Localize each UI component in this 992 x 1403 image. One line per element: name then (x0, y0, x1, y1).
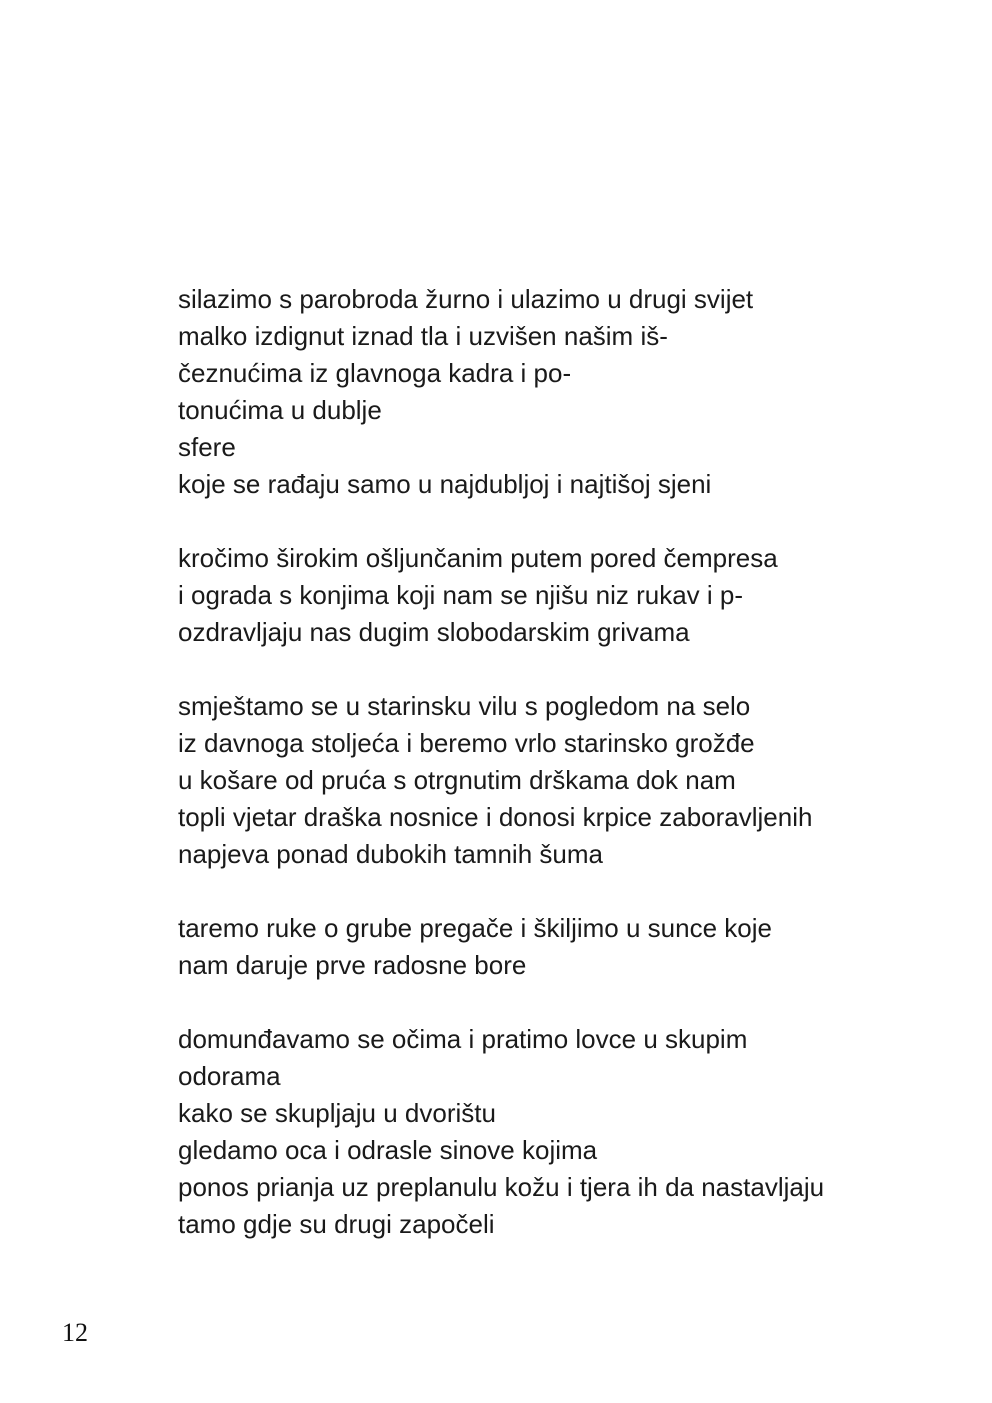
poem-line: kako se skupljaju u dvorištu (178, 1098, 496, 1128)
poem-body (178, 281, 958, 1243)
poem-line: domunđavamo se očima i pratimo lovce u skupim (178, 1024, 748, 1054)
poem-line: kročimo širokim ošljunčanim putem pored čempresa (178, 543, 778, 573)
poem-line: nam daruje prve radosne bore (178, 950, 527, 980)
poem-line: sfere (178, 432, 236, 462)
poem-line: silazimo s parobroda žurno i ulazimo u drugi svijet (178, 284, 754, 314)
stanza-2 (178, 540, 958, 651)
poem-line: čeznućima iz glavnoga kadra i po- (178, 358, 572, 388)
poem-line: iz davnoga stoljeća i beremo vrlo starinsko grožđe (178, 728, 755, 758)
poem-line: tonućima u dublje (178, 395, 382, 425)
poem-line: ozdravljaju nas dugim slobodarskim grivama (178, 617, 690, 647)
poem-line: gledamo oca i odrasle sinove kojima (178, 1135, 598, 1165)
poem-line: odorama (178, 1061, 281, 1091)
page-number: 12 (62, 1318, 88, 1347)
stanza-3 (178, 688, 958, 873)
poem-line: topli vjetar draška nosnice i donosi krpice zaboravljenih (178, 802, 813, 832)
poem-line: u košare od pruća s otrgnutim drškama dok nam (178, 765, 736, 795)
poem-line: taremo ruke o grube pregače i škiljimo u sunce koje (178, 913, 772, 943)
poem-line: smještamo se u starinsku vilu s pogledom na selo (178, 691, 751, 721)
stanza-1 (178, 281, 958, 503)
stanza-4 (178, 910, 958, 984)
poem-line: koje se rađaju samo u najdubljoj i najtišoj sjeni (178, 469, 712, 499)
poem-line: malko izdignut iznad tla i uzvišen našim iš- (178, 321, 668, 351)
poem-line: i ograda s konjima koji nam se njišu niz rukav i p- (178, 580, 744, 610)
stanza-5 (178, 1021, 958, 1243)
poem-line: napjeva ponad dubokih tamnih šuma (178, 839, 603, 869)
poem-line: ponos prianja uz preplanulu kožu i tjera ih da nastavljaju (178, 1172, 825, 1202)
poem-line: tamo gdje su drugi započeli (178, 1209, 495, 1239)
